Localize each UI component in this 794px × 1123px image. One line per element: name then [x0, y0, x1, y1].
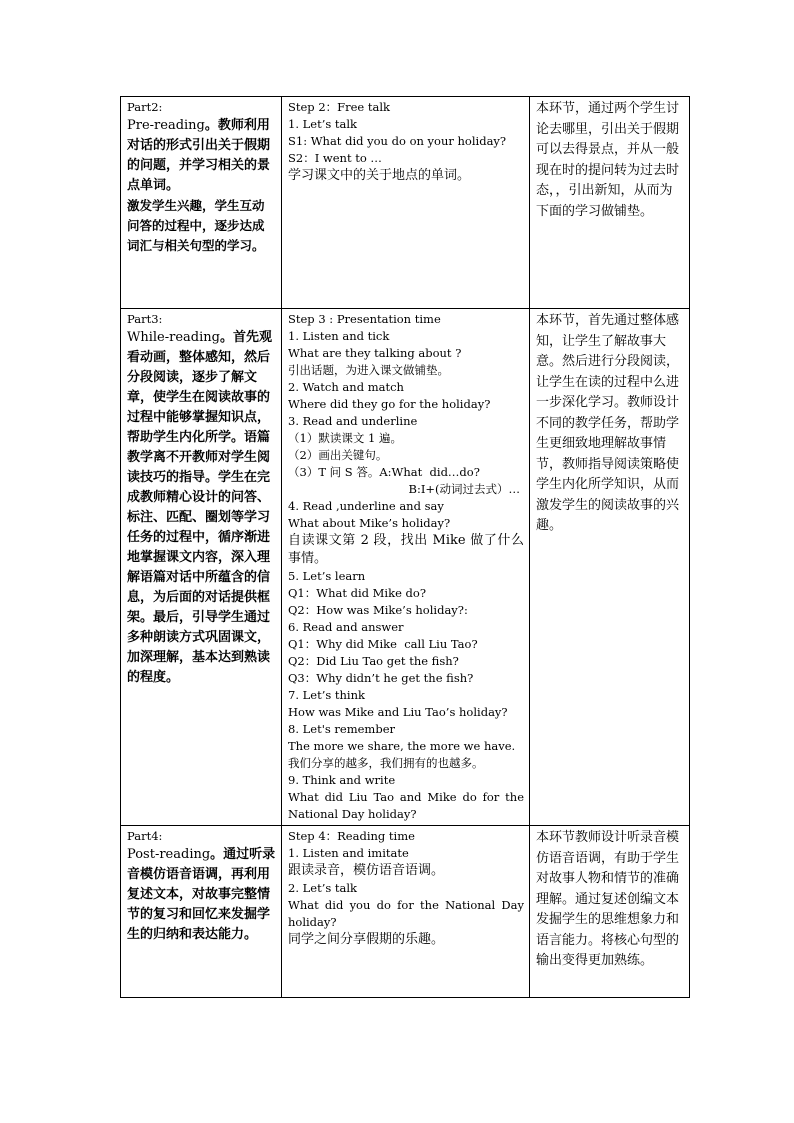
step-line: 跟读录音，模仿语音语调。	[288, 863, 445, 878]
part-title: Part3:	[127, 312, 163, 326]
table-row-part3	[121, 309, 690, 826]
part-cell	[121, 97, 282, 309]
step-line: What are they talking about ?	[288, 346, 462, 360]
part-description	[127, 328, 276, 688]
step-line: 8. Let's remember	[288, 722, 395, 736]
step-line: Where did they go for the holiday?	[288, 397, 491, 411]
step-line: What did Liu Tao and Mike do for the National Day holiday?	[288, 790, 524, 821]
step-line: 1. Let’s talk	[288, 117, 358, 131]
step-line: 引出话题，为进入课文做铺垫。	[288, 363, 449, 377]
part-description	[127, 116, 276, 196]
part-cell	[121, 826, 282, 998]
steps-cell	[282, 309, 530, 826]
step-line: 1. Listen and imitate	[288, 846, 409, 860]
step-line: Q1：Why did Mike call Liu Tao?	[288, 637, 478, 651]
part-note: 激发学生兴趣，学生互动问答的过程中，逐步达成词汇与相关句型的学习。	[127, 198, 265, 253]
step-line: 2. Watch and match	[288, 380, 404, 394]
part-lead: Post-reading	[127, 847, 211, 862]
step-line: 6. Read and answer	[288, 620, 404, 634]
step-line: Q2：How was Mike’s holiday?:	[288, 603, 468, 617]
part-title: Part2:	[127, 100, 163, 114]
steps-cell	[282, 97, 530, 309]
step-line: （2）画出关键句。	[288, 448, 388, 462]
part-lead: Pre-reading	[127, 118, 205, 133]
step-line: What did you do for the National Day holiday?	[288, 898, 524, 929]
step-line: （1）默读课文 1 遍。	[288, 431, 402, 445]
table-row-part4	[121, 826, 690, 998]
part-body: 。教师利用对话的形式引出关于假期的问题，并学习相关的景点单词。	[127, 118, 271, 193]
step-line: 4. Read ,underline and say	[288, 499, 444, 513]
purpose-cell	[530, 826, 690, 998]
part-description	[127, 845, 276, 945]
step-line: 自读课文第 2 段，找出 Mike 做了什么事情。	[288, 533, 524, 566]
part-body: 。通过听录音模仿语音语调，再利用复述文本，对故事完整情节的复习和回忆来发掘学生的归纳和表达能力。	[127, 847, 276, 942]
step-line: 2. Let’s talk	[288, 881, 358, 895]
step-line: S1: What did you do on your holiday?	[288, 134, 507, 148]
purpose-cell	[530, 97, 690, 309]
step-line: 学习课文中的关于地点的单词。	[288, 168, 471, 183]
purpose-text: 本环节教师设计听录音模仿语音语调，有助于学生对故事人物和情节的准确理解。通过复述创编文本发掘学生的思维想象力和语言能力。将核心句型的输出变得更加熟练。	[536, 830, 680, 968]
step-line: Step 2：Free talk	[288, 100, 391, 114]
part-cell	[121, 309, 282, 826]
step-line: B:I+(动词过去式）…	[408, 482, 520, 496]
step-line: Step 4：Reading time	[288, 829, 415, 843]
step-line: S2：I went to …	[288, 151, 382, 165]
step-line: 9. Think and write	[288, 773, 396, 787]
step-line: What about Mike’s holiday?	[288, 516, 451, 530]
step-line: 5. Let’s learn	[288, 569, 366, 583]
step-line: Q3：Why didn’t he get the fish?	[288, 671, 474, 685]
step-line: Q1：What did Mike do?	[288, 586, 426, 600]
table-row-part2	[121, 97, 690, 309]
step-line: How was Mike and Liu Tao’s holiday?	[288, 705, 508, 719]
steps-cell	[282, 826, 530, 998]
step-line: 我们分享的越多，我们拥有的也越多。	[288, 756, 484, 770]
purpose-text: 本环节，首先通过整体感知，让学生了解故事大意。然后进行分段阅读，让学生在读的过程中么进一步深化学习。教师设计不同的教学任务，帮助学生更细致地理解故事情节，教师指导阅读策略使学生内化所学知识，从而激发学生的阅读故事的兴趣。	[536, 313, 680, 533]
lesson-plan-table	[120, 96, 690, 998]
step-line: Step 3 : Presentation time	[288, 312, 441, 326]
purpose-cell	[530, 309, 690, 826]
part-title: Part4:	[127, 829, 163, 843]
part-body: 。首先观看动画，整体感知，然后分段阅读，逐步了解文章，使学生在阅读故事的过程中能够掌握知识点，帮助学生内化所学。语篇教学离不开教师对学生阅读技巧的指导。学生在完成教师精心设计的问答、标注、匹配、圈划等学习任务的过程中，循序渐进地掌握课文内容，深入理解语篇对话中所蕴含的信息，为后面的对话提供框架。最后，引导学生通过多种朗读方式巩固课文，加深理解，基本达到熟读的程度。	[127, 330, 272, 685]
part-lead: While-reading	[127, 330, 220, 345]
step-line: 1. Listen and tick	[288, 329, 390, 343]
step-line: （3）T 问 S 答。A:What did…do?	[288, 465, 480, 479]
step-line: 同学之间分享假期的乐趣。	[288, 932, 445, 947]
step-line: 7. Let’s think	[288, 688, 365, 702]
step-line: The more we share, the more we have.	[288, 739, 516, 753]
step-line: Q2：Did Liu Tao get the fish?	[288, 654, 459, 668]
step-line: 3. Read and underline	[288, 414, 418, 428]
purpose-text: 本环节，通过两个学生讨论去哪里，引出关于假期可以去得景点，并从一般现在时的提问转为过去时态，，引出新知，从而为下面的学习做铺垫。	[536, 101, 680, 219]
